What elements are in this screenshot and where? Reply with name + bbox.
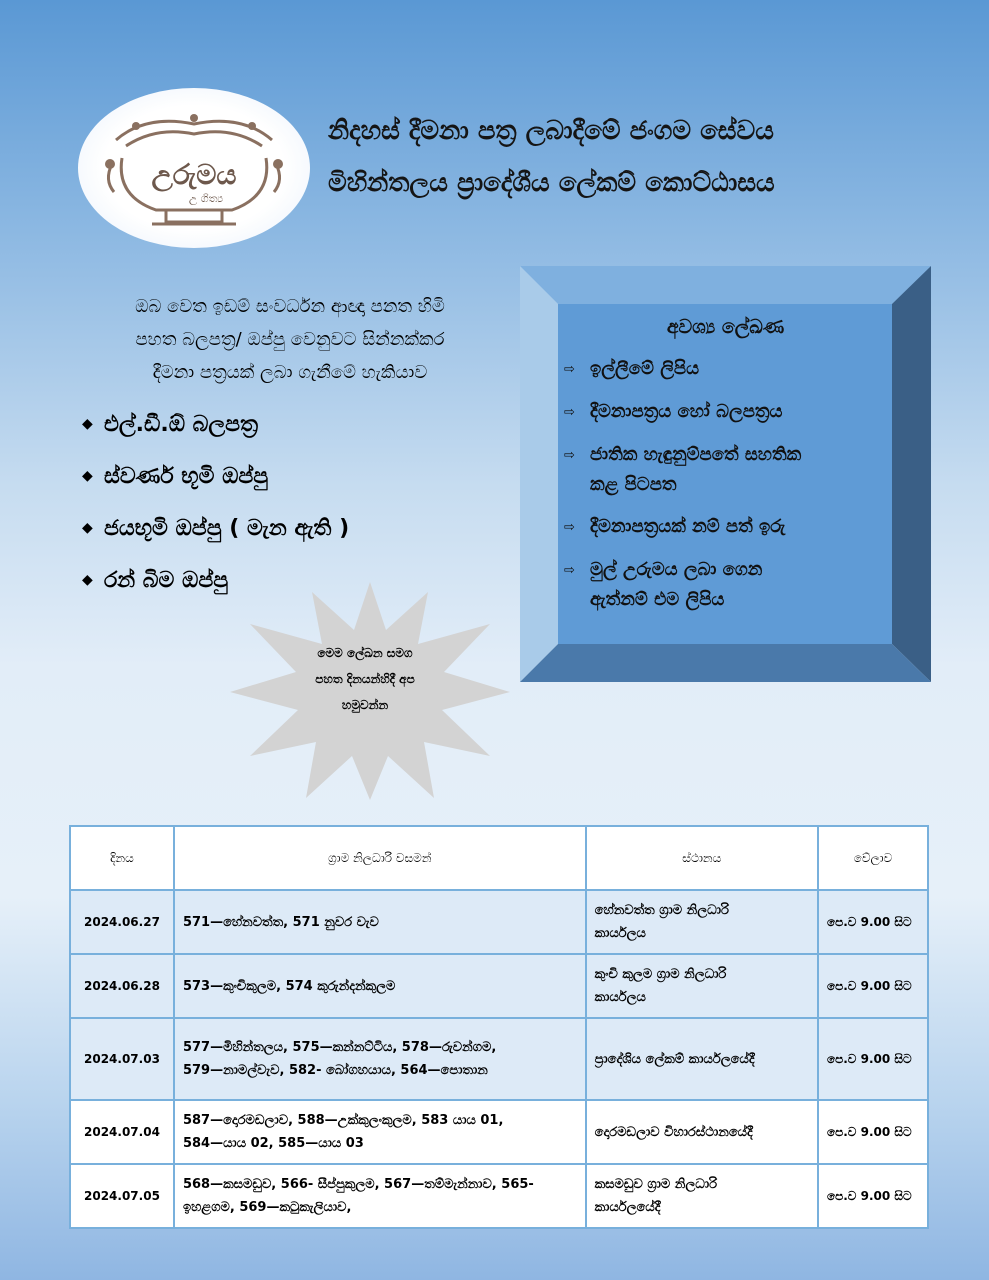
cell-line: 579—නාමල්වැව, 582- බෝගහයාය, 564—පොතාන: [182, 1063, 488, 1078]
table-row: [70, 1018, 928, 1100]
cell-time: පෙ.ව 9.00 සිට: [818, 954, 928, 1018]
list-item: [564, 555, 884, 615]
cell-divisions: [174, 890, 586, 954]
cell-place: [586, 1164, 818, 1228]
lamp-emblem-icon: [96, 106, 292, 234]
list-item: [82, 502, 482, 554]
cell-line: හේනවත්ත ග්‍රාම නිලධාරි: [594, 903, 729, 918]
cell-date: 2024.07.04: [70, 1100, 174, 1164]
arrow-right-icon: ⇨: [564, 362, 575, 377]
intro-line: ඔබ වෙත ඉඩම් සංවර්ධන ආඥා පනත හිමි: [135, 296, 445, 317]
list-item-label: කළ පිටපත: [590, 474, 677, 495]
list-item-label: ඇත්නම් එම ලිපිය: [590, 589, 725, 610]
arrow-right-icon: ⇨: [564, 448, 575, 463]
cell-line: කාර්යලයේදී: [594, 1200, 661, 1215]
cell-time: පෙ.ව 9.00 සිට: [818, 890, 928, 954]
uruma-logo: [78, 88, 310, 248]
list-item-label: ඉල්ලීමේ ලිපිය: [590, 358, 700, 379]
starburst-line: මෙම ලේඛන සමග: [317, 646, 413, 660]
starburst-text: [280, 640, 450, 718]
list-item-label: දීමනාපත්‍රයක් නම් පත් ඉරු: [590, 516, 786, 537]
permit-types-list: [82, 398, 482, 606]
intro-line: දීමනා පත්‍රයක් ලබා ගැනීමේ හැකියාව: [152, 362, 428, 383]
diamond-bullet-icon: ◆: [82, 416, 93, 432]
list-item-label: ජයභූමි ඔප්පු ( මැන ඇති ): [104, 515, 350, 541]
cell-date: 2024.06.27: [70, 890, 174, 954]
column-header-time: වේලාව: [818, 826, 928, 890]
cell-place: [586, 1018, 818, 1100]
arrow-right-icon: ⇨: [564, 563, 575, 578]
list-item: [564, 397, 884, 428]
logo-sub-text: උ ගිත්‍ය: [188, 192, 224, 205]
cell-time: පෙ.ව 9.00 සිට: [818, 1018, 928, 1100]
cell-line: ඉහළගම, 569—කටුකැලියාව,: [182, 1200, 352, 1215]
cell-line: කාර්යලය: [594, 990, 646, 1005]
table-row: [70, 954, 928, 1018]
diamond-bullet-icon: ◆: [82, 520, 93, 536]
cell-divisions: [174, 954, 586, 1018]
list-item: [564, 440, 884, 500]
table-header-row: [70, 826, 928, 890]
cell-place: [586, 890, 818, 954]
cell-divisions: [174, 1018, 586, 1100]
cell-date: 2024.07.05: [70, 1164, 174, 1228]
cell-line: කුංචි කුලම ග්‍රාම නිලධාරි: [594, 967, 727, 982]
diamond-bullet-icon: ◆: [82, 468, 93, 484]
column-header-place: ස්ථානය: [586, 826, 818, 890]
cell-line: 587—දොරමඩලාව, 588—උක්කුලංකුලම, 583 යාය 01,: [182, 1113, 504, 1128]
column-header-divisions: ග්‍රාම නිලධාරි වසමන්: [174, 826, 586, 890]
cell-time: පෙ.ව 9.00 සිට: [818, 1100, 928, 1164]
cell-line: 584—යාය 02, 585—යාය 03: [182, 1136, 364, 1151]
list-item: [82, 450, 482, 502]
starburst-line: පහත දිනයන්හිදී අප: [315, 672, 415, 686]
cell-line: 577—මිහින්තලය, 575—කන්නට්ටිය, 578—රුවන්ගම,: [182, 1040, 497, 1055]
list-item-label: ජාතික හැඳුනුම්පතේ සහතික: [590, 444, 802, 465]
cell-line: 568—කසමඩුව, 566- සීප්පුකුලම, 567—තම්මැන්නාව, 565-: [182, 1177, 534, 1192]
table-row: [70, 1100, 928, 1164]
diamond-bullet-icon: ◆: [82, 572, 93, 588]
list-item: [564, 354, 884, 385]
required-documents-title: අවශ්‍ය ලේඛණ: [666, 316, 785, 338]
arrow-right-icon: ⇨: [564, 405, 575, 420]
list-item-label: එල්.ඩී.ඕ බලපත්‍ර: [104, 411, 258, 437]
arrow-right-icon: ⇨: [564, 520, 575, 535]
cell-line: දොරමඩලාව විහාරස්ථානයේදී: [594, 1124, 753, 1140]
cell-line: ප්‍රාදේශිය ලේකම් කාර්යලයේදී: [594, 1051, 755, 1067]
list-item-label: මුල් උරුමය ලබා ගෙන: [590, 559, 763, 580]
cell-line: 573—කුංචිකුලම, 574 කුරුන්දන්කුලම: [182, 978, 396, 994]
intro-text: [80, 290, 500, 389]
cell-place: [586, 1100, 818, 1164]
intro-line: පහත බලපත්‍ර/ ඔප්පු වෙනුවට සින්නක්කර: [135, 329, 445, 350]
column-header-date: දිනය: [70, 826, 174, 890]
required-documents-panel: [520, 266, 931, 682]
required-documents-list: [564, 354, 884, 627]
list-item-label: රන් බිම ඔප්පු: [104, 567, 229, 593]
list-item: [82, 398, 482, 450]
logo-main-text: උරුමය: [151, 158, 237, 191]
cell-date: 2024.07.03: [70, 1018, 174, 1100]
cell-line: 571—හේනවත්ත, 571 නුවර වැව: [182, 914, 379, 930]
page-title-line-1: නිදහස් දීමනා පත්‍ර ලබාදීමේ ජංගම සේවය: [328, 116, 774, 146]
cell-place: [586, 954, 818, 1018]
cell-divisions: [174, 1100, 586, 1164]
cell-divisions: [174, 1164, 586, 1228]
list-item-label: ස්වර්ණ භූමි ඔප්පු: [104, 463, 269, 489]
list-item-label: දීමනාපත්‍රය හෝ බලපත්‍රය: [590, 401, 783, 422]
table-row: [70, 1164, 928, 1228]
cell-time: පෙ.ව 9.00 සිට: [818, 1164, 928, 1228]
cell-line: කසමඩුව ග්‍රාම නිලධාරි: [594, 1177, 718, 1192]
table-row: [70, 890, 928, 954]
list-item: [564, 512, 884, 543]
cell-line: කාර්යලය: [594, 926, 646, 941]
starburst-line: හමුවන්න: [341, 698, 389, 712]
page-title-line-2: මිහින්තලය ප්‍රාදේශීය ලේකම් කොට්ඨාසය: [328, 168, 775, 198]
schedule-table: [69, 825, 929, 1229]
cell-date: 2024.06.28: [70, 954, 174, 1018]
